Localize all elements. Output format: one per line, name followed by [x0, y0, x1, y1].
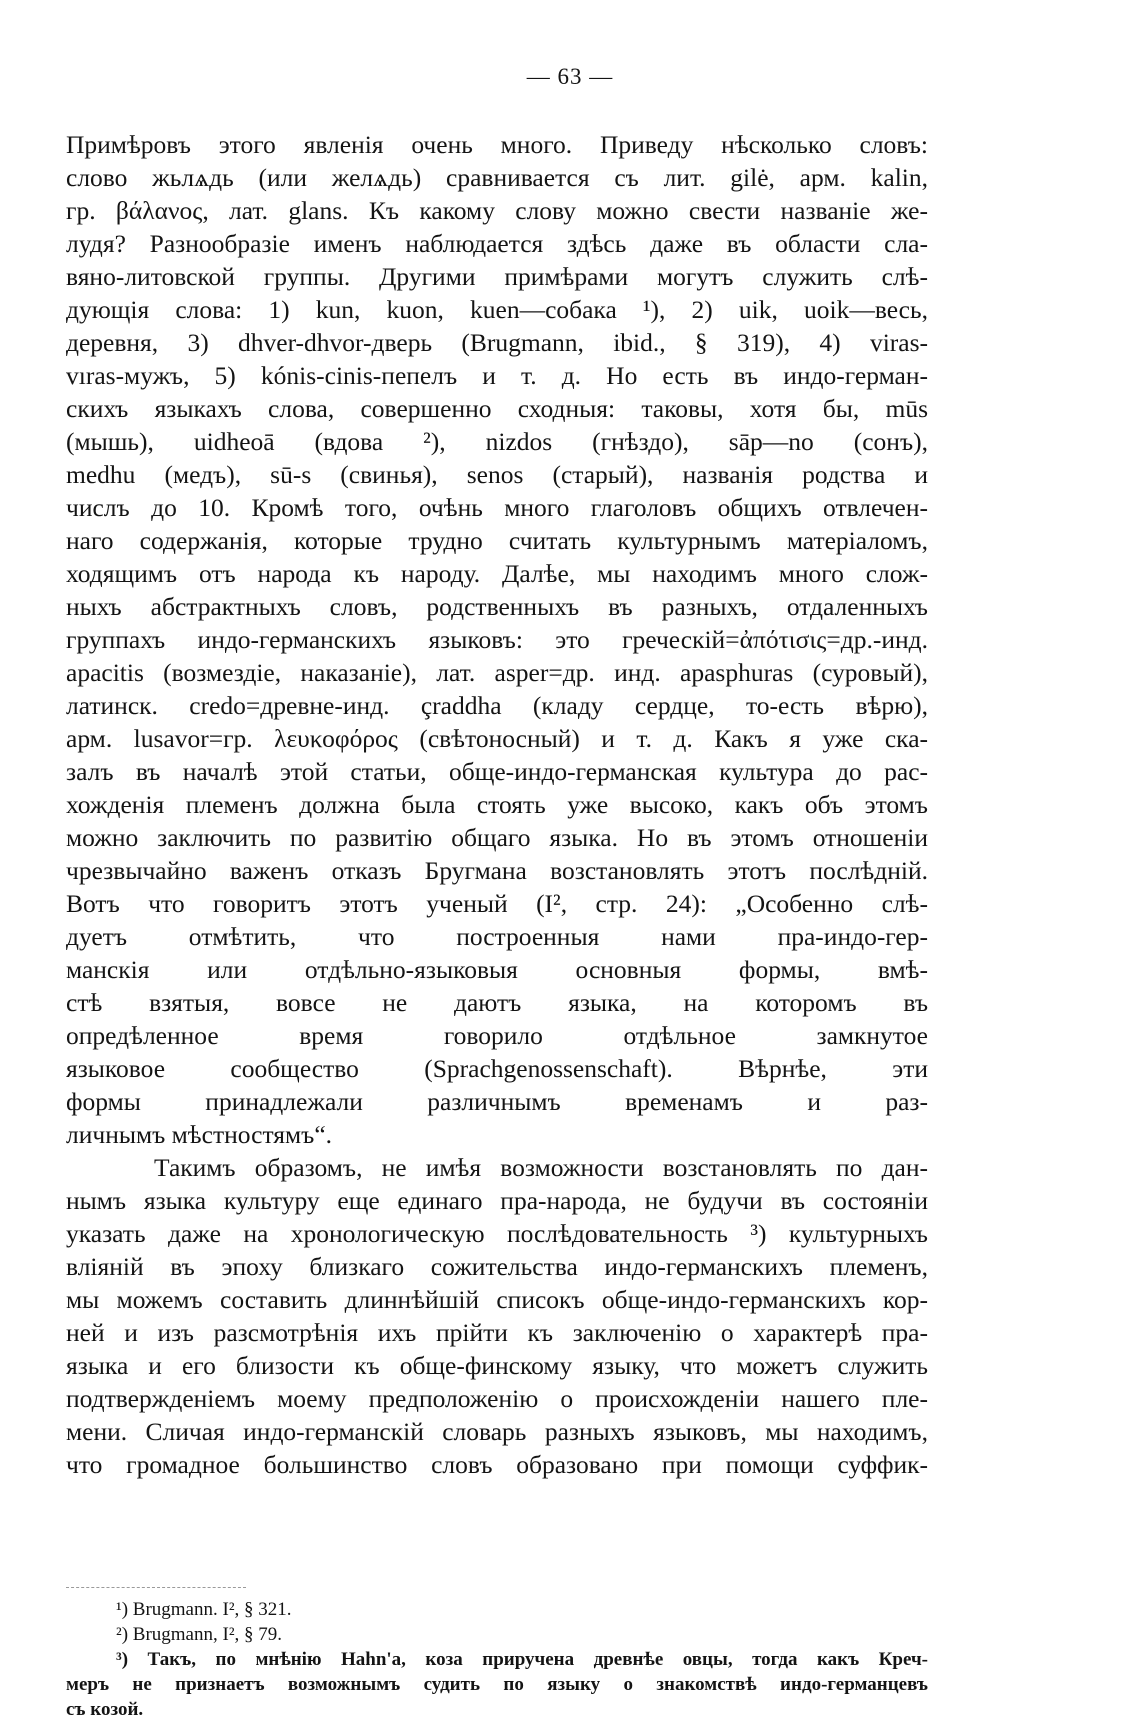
text-line: языка и его близости къ обще-финскому языку, что можетъ служить — [66, 1351, 928, 1380]
footnote: ¹) Brugmann. I², § 321. — [116, 1599, 292, 1620]
text-line: можно заключить по развитію общаго языка. Но въ этомъ отношеніи — [66, 823, 928, 852]
text-line: формы принадлежали различнымъ временамъ и раз- — [66, 1087, 928, 1116]
text-line: нымъ языка культуру еще единаго пра-народа, не будучи въ состояніи — [66, 1186, 928, 1215]
text-line: мы можемъ составить длиннѣйшій списокъ обще-индо-германскихъ кор- — [66, 1285, 928, 1314]
text-line: вяно-литовской группы. Другими примѣрами могутъ служить слѣ- — [66, 262, 928, 291]
text-line: стѣ взятыя, вовсе не даютъ языка, на которомъ въ — [66, 988, 928, 1017]
text-line: подтвержденіемъ моему предположенію о происхожденіи нашего пле- — [66, 1384, 928, 1413]
text-line: ней и изъ разсмотрѣнія ихъ прійти къ заключенію о характерѣ пра- — [66, 1318, 928, 1347]
text-line: скихъ языкахъ слова, совершенно сходныя: таковы, хотя бы, mūs — [66, 394, 928, 423]
text-line: числъ до 10. Кромѣ того, очѣнь много глаголовъ общихъ отвлечен- — [66, 493, 928, 522]
text-line: чрезвычайно важенъ отказъ Бругмана возстановлять этотъ послѣдній. — [66, 856, 928, 885]
text-line: (мышь), uidheoā (вдова ²), nizdos (гнѣздо), sāp—no (сонъ), — [66, 427, 928, 456]
text-line: деревня, 3) dhver-dhvor-дверь (Brugmann, ibid., § 319), 4) viras- — [66, 328, 928, 357]
text-line: слово жьлѧдь (или желѧдь) сравнивается съ лит. gilė, арм. kalin, — [66, 163, 928, 192]
text-line: ходящимъ отъ народа къ народу. Далѣе, мы находимъ много слож- — [66, 559, 928, 588]
body-text — [66, 128, 928, 1481]
footnote: меръ не признаетъ возможнымъ судить по языку о знакомствѣ индо-германцевъ — [66, 1674, 928, 1695]
text-line: дующія слова: 1) kun, kuon, kuen—собака ¹), 2) uik, uoik—весь, — [66, 295, 928, 324]
text-line: указать даже на хронологическую послѣдовательность ³) культурныхъ — [66, 1219, 928, 1248]
text-line: наго содержанія, которые трудно считать культурнымъ матеріаломъ, — [66, 526, 928, 555]
text-line: залъ въ началѣ этой статьи, обще-индо-германская культура до рас- — [66, 757, 928, 786]
text-line: арм. lusavor=гр. λευκοφόρος (свѣтоносный) и т. д. Какъ я уже ска- — [66, 724, 928, 753]
text-line: дуетъ отмѣтить, что построенныя нами пра-индо-гер- — [66, 922, 928, 951]
text-line: латинск. credo=древне-инд. çraddha (кладу сердце, то-есть вѣрю), — [66, 691, 928, 720]
text-line: Вотъ что говоритъ этотъ ученый (I², стр. 24): „Особенно слѣ- — [66, 889, 928, 918]
text-line: мени. Сличая индо-германскій словарь разныхъ языковъ, мы находимъ, — [66, 1417, 928, 1446]
text-line: опредѣленное время говорило отдѣльное замкнутое — [66, 1021, 928, 1050]
text-line: языковое сообщество (Sprachgenossenschaft). Вѣрнѣе, эти — [66, 1054, 928, 1083]
text-line: что громадное большинство словъ образовано при помощи суффик- — [66, 1450, 928, 1479]
text-line: хожденія племенъ должна была стоять уже высоко, какъ объ этомъ — [66, 790, 928, 819]
text-line: личнымъ мѣстностямъ“. — [66, 1120, 333, 1149]
text-line: vıras-мужъ, 5) kónis-cinis-пепелъ и т. д. Но есть въ индо-герман- — [66, 361, 928, 390]
text-line: apacitis (возмездіе, наказаніе), лат. asper=др. инд. apasphuras (суровый), — [66, 658, 928, 687]
footnote: ²) Brugmann, I², § 79. — [116, 1624, 283, 1645]
footnote: съ козой. — [66, 1699, 144, 1720]
text-line: манскія или отдѣльно-языковыя основныя формы, вмѣ- — [66, 955, 928, 984]
text-line: группахъ индо-германскихъ языковъ: это греческій=ἀπότισις=др.-инд. — [66, 625, 928, 654]
footnotes — [66, 1597, 928, 1722]
footnote: ³) Такъ, по мнѣнію Hahn'a, коза приручена древнѣе овцы, тогда какъ Креч- — [116, 1649, 928, 1670]
footnote-separator — [66, 1587, 246, 1588]
text-line: гр. βάλανος, лат. glans. Къ какому слову можно свести названіе же- — [66, 196, 928, 225]
page-number: — 63 — — [526, 64, 614, 89]
text-line: лудя? Разнообразіе именъ наблюдается здѣсь даже въ области сла- — [66, 229, 928, 258]
text-line: Такимъ образомъ, не имѣя возможности возстановлять по дан- — [154, 1153, 928, 1182]
text-line: вліяній въ эпоху близкаго сожительства индо-германскихъ племенъ, — [66, 1252, 928, 1281]
text-line: ныхъ абстрактныхъ словъ, родственныхъ въ разныхъ, отдаленныхъ — [66, 592, 928, 621]
text-line: medhu (медъ), sū-s (свинья), senos (старый), названія родства и — [66, 460, 928, 489]
text-line: Примѣровъ этого явленія очень много. Приведу нѣсколько словъ: — [66, 130, 928, 159]
